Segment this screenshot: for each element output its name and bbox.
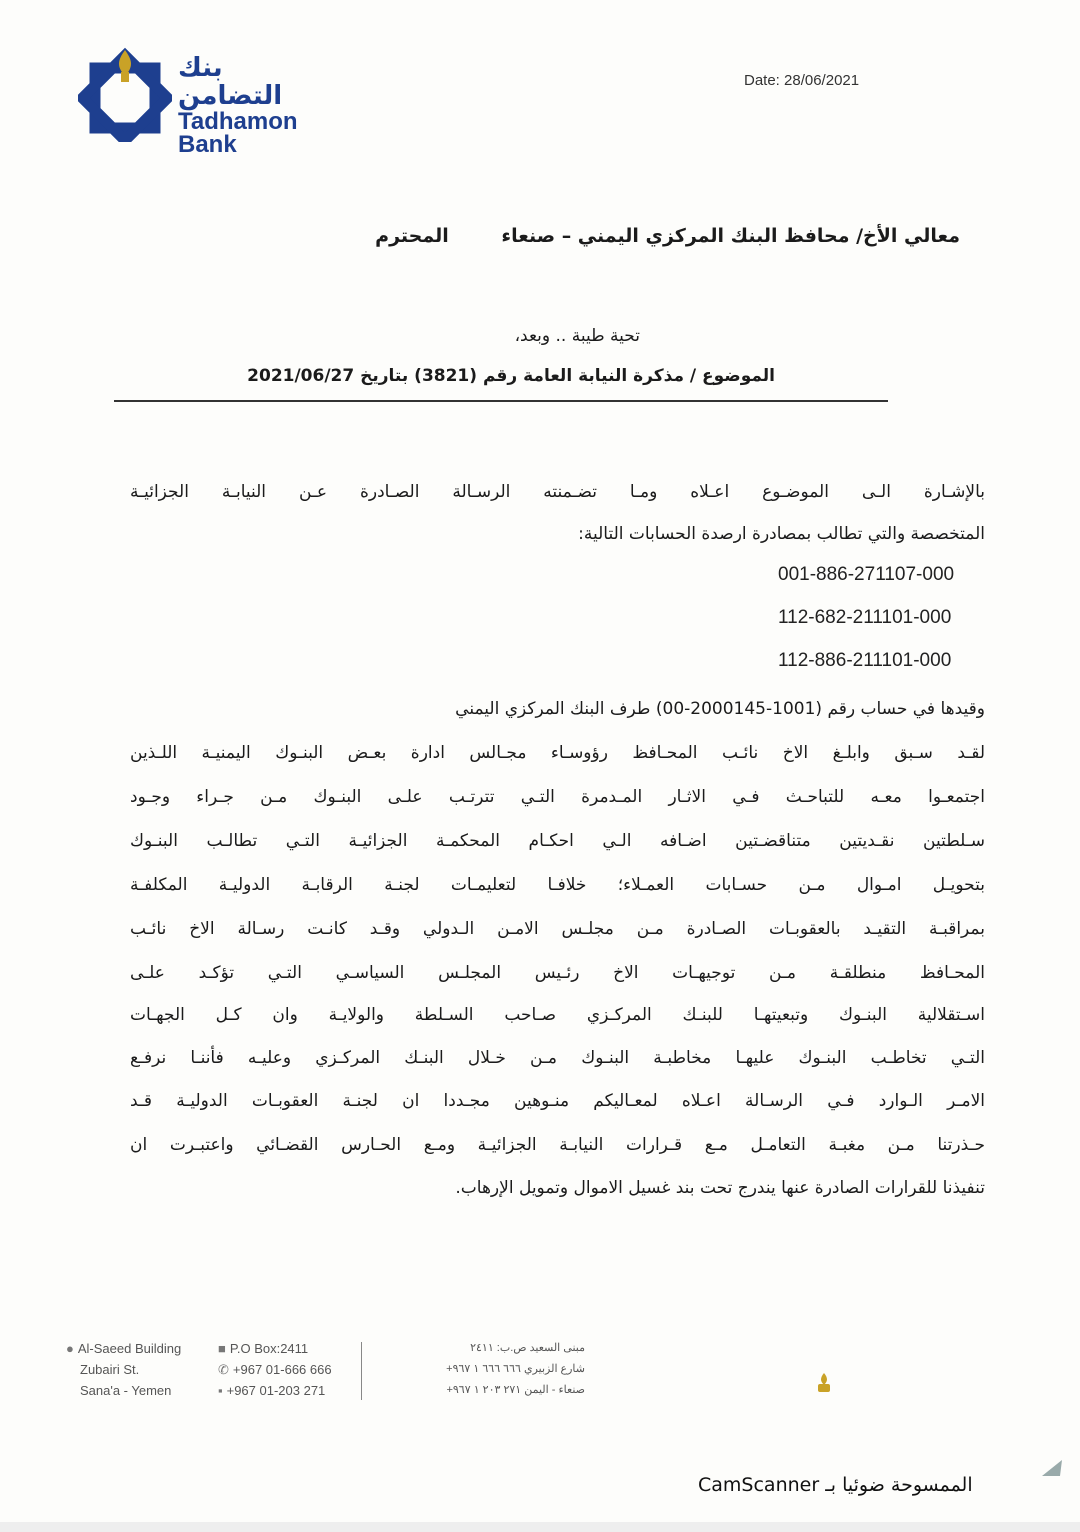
bank-name-english-line1: Tadhamon [178,108,298,135]
footer-contact-en: ■ P.O Box:2411 ✆ +967 01-666 666 ▪ +967 01-203 271 [218,1341,332,1398]
account-number: 001-886-271107-000 [778,564,955,585]
bottom-edge [0,1522,1080,1532]
location-pin-icon: ● [66,1341,74,1356]
footer-divider [361,1342,362,1400]
footer-address-ar: مبنى السعيد ص.ب: ٢٤١١ شارع الزبيري ٦٦٦ ٦٦٦ ١ ٩٦٧+ صنعاء - اليمن ٢٧١ ٢٠٣ ١ ٩٦٧+ [446,1342,585,1396]
mailbox-icon: ■ [218,1341,226,1356]
bank-name-english-line2: Bank [178,131,237,158]
body-line: بالإشـارة الـى الموضـوع اعـلاه ومـا تضـمنته الرسـالة الصـادرة عـن النيابـة الجزائيـة [130,482,985,502]
bank-name [178,54,328,156]
account-number: 112-886-211101-000 [778,650,952,671]
body-line: بتحويـل امـوال مـن حسـابات العمـلاء؛ خلافـا لتعليمـات لجنـة الرقابـة الدوليـة المكلفـة [130,875,985,895]
bank-emblem-icon [813,1372,835,1394]
account-number: 112-682-211101-000 [778,607,952,628]
greeting: تحية طيبة .. وبعد، [514,326,640,346]
phone-icon: ✆ [218,1362,229,1377]
subject-underline [114,400,888,402]
footer-address-en: ● Al-Saeed Building Zubairi St. Sana'a - Yemen [66,1341,182,1398]
body-line: تنفيذنا للقرارات الصادرة عنها يندرج تحت بند غسيل الاموال وتمويل الإرهاب. [455,1178,985,1198]
body-line: التـي تخاطـب البنـوك عليهـا مخاطبـة البنـوك مـن خـلال البنـك المركـزي وعليـه فأننـا نرفـع [130,1048,985,1068]
body-line: سـلطتين نقـديتين متناقضـتين اضـافه الـي احكـام المحكمـة الجزائيـة التـي تطالـب البنـوك [130,831,985,851]
body-line: اسـتقلالية البنـوك وتبعيتهـا للبنـك المركـزي صـاحب السـلطة والولايـة وان كـل الجهـات [130,1005,985,1025]
body-line: لقـد سـبق وابلـغ الاخ نائـب المحـافظ رؤوسـاء مجـالس ادارة بعـض البنـوك اليمنيـة اللـذين [130,743,985,763]
body-line: حـذرتنا مـن مغبـة التعامـل مـع قـرارات النيابـة الجزائيـة ومـع الحـارس القضـائي واعتبـرت ان [130,1135,985,1155]
bank-name-arabic: بنك التضامن [178,53,283,111]
body-line: بمراقبـة التقيـد بالعقوبـات الصـادرة مـن مجلـس الامـن الـدولي وقـد كانـت رسـالة الاخ نائـب [130,919,985,939]
deposit-account-line: وقيدها في حساب رقم (1001-2000145-00) طرف البنك المركزي اليمني [455,699,985,719]
addressee [260,225,960,247]
camscanner-watermark: الممسوحة ضوئيا بـ CamScanner [698,1474,973,1496]
body-line: الامـر الـوارد فـي الرسـالة اعـلاه لمعـاليكم منـوهين مجـددا ان لجنـة العقوبـات الدوليـة قـد [130,1091,985,1111]
addressee-line: معالي الأخ/ محافظ البنك المركزي اليمني – صنعاء [501,225,960,247]
body-line: المحـافظ منطلقـة مـن توجيهـات الاخ رئـيس المجلـس السياسـي التـي تؤكـد علـى [130,963,985,983]
body-line: اجتمعـوا معـه للتباحـث فـي الاثـار المـدمرة التـي تترتـب علـى البنـوك مـن جـراء وجـود [130,787,985,807]
addressee-honorific: المحترم [375,225,449,247]
page-curl-icon [1040,1458,1064,1478]
body-line: المتخصصة والتي تطالب بمصادرة ارصدة الحسابات التالية: [578,524,985,544]
letter-date: Date: 28/06/2021 [744,72,860,89]
tadhamon-logo-icon [78,46,172,142]
subject-line: الموضوع / مذكرة النيابة العامة رقم (3821) بتاريخ 2021/06/27 [247,366,775,386]
fax-icon: ▪ [218,1383,223,1398]
